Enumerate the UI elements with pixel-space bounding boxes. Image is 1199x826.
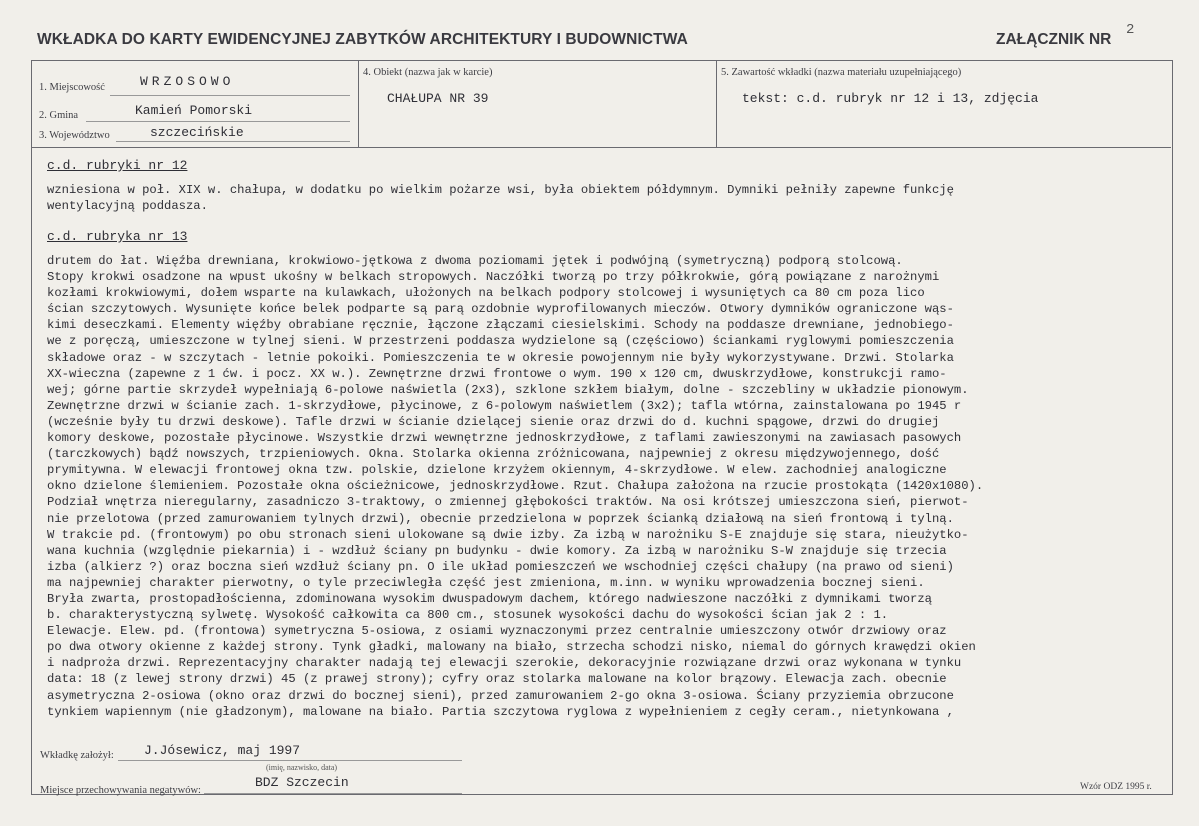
section-13-line: składowe oraz - w szczytach - letnie pokoiki. Pomieszczenia te w okresie powojennym nie były wykorzystywane. Drzwi. Stolarka [47,350,954,365]
section-13-line: ścian szczytowych. Wysunięte końce belek podparte są parą ozdobnie wyprofilowanych mieczów. Otwory dymników ograniczone wąs- [47,302,954,317]
commune-underline [86,121,350,122]
section-13-line: drutem do łat. Więźba drewniana, krokwiowo-jętkowa z dwoma poziomami jętek i podwójną (symetryczną) podporą stolcową. [47,254,903,268]
section-13-line: (wcześnie były tu drzwi deskowe). Tafle drzwi w ścianie dzielącej sienie oraz drzwi do d. kuchni spągowe, drzwi do drugiej [47,414,940,429]
prepared-value: J.Jósewicz, maj 1997 [144,743,301,758]
section-13-line: kimi deseczkami. Elementy więźby obrabiane ręcznie, łączone złączami ciesielskimi. Schody na poddasze drewniane, jednobiego- [47,318,954,333]
contents-value: tekst: c.d. rubryk nr 12 i 13, zdjęcia [742,91,1039,106]
object-value: CHAŁUPA NR 39 [387,91,489,106]
section-13-line: kozłami krokwiowymi, dołem wsparte na kulawkach, ułożonych na belkach podpory stolcowej i wysuniętych ca 80 cm poza lico [47,286,925,301]
object-label: 4. Obiekt (nazwa jak w karcie) [363,67,493,78]
divider-top-fields [32,147,1171,148]
prepared-hint: (imię, nazwisko, data) [266,763,338,772]
voivodeship-underline [116,141,350,142]
section-13-line: wej; górne partie skrzydeł wypełniają 6-polowe naświetla (2x3), szklone szkłem białym, dolne - szczebliny w układzie pionowym. [47,382,969,397]
section-13-line: nie przelotowa (przed zamurowaniem tylnych drzwi), obecnie przedzielona w poprzek ścianką działową na sień frontową i tylną. [47,511,954,526]
section-13-line: b. charakterystyczną sylwetę. Wysokość całkowita ca 800 cm., stosunek wysokości dachu do wysokości ścian jak 2 : 1. [47,608,889,623]
storage-label: Miejsce przechowywania negatywów: [40,785,201,796]
section-12-line: wentylacyjną poddasza. [47,199,208,214]
section-13-line: po dwa otwory okienne z każdej strony. Tynk gładki, malowany na biało, strzecha schodzi nisko, niemal do górnych krawędzi okien [47,640,976,655]
section-13-line: izba (alkierz ?) oraz boczna sień wzdłuż ściany pn. O ile układ pomieszczeń we wschodniej części chałupy (na prawo od sieni) [47,559,954,574]
section-13-line: i nadproża drzwi. Reprezentacyjny charakter nadają tej elewacji szerokie, dekoracyjnie rozwiązane drzwi oraz wykonana w tynku [47,656,962,671]
divider-col-2 [716,61,717,148]
section-13-line: Podział wnętrza nieregularny, zasadniczo 3-traktowy, o zmiennej głębokości traktów. Na osi krótszej umieszczona sień, pierwot- [47,495,969,510]
section-13-text [47,253,1177,720]
storage-underline [204,793,462,794]
section-13-line: Stopy krokwi osadzone na wpust ukośny w belkach stropowych. Naczółki tworzą po trzy półkrokwie, górą powiązane z narożnymi [47,270,940,285]
section-13-line: data: 18 (z lewej strony drzwi) 45 (z prawej strony); cyfry oraz stolarka malowane na kolor brązowy. Elewacja zach. obecnie [47,672,947,687]
commune-value: Kamień Pomorski [135,103,253,118]
prepared-underline [118,760,462,761]
section-13-line: Bryła zwarta, prostopadłościenna, zdominowana wysokim dwuspadowym dachem, którego nadwieszone naczółki z dymnikami tworzą [47,591,932,606]
section-13-line: W trakcie pd. (frontowym) po obu stronach sieni ulokowane są dwie izby. Za izbą w narożniku S-E znajduje się stara, nieużytko- [47,527,969,542]
place-value: WRZOSOWO [140,74,235,89]
section-13-line: we z poręczą, umieszczone w tylnej sieni. W przestrzeni poddasza wydzielone są (częściowo) ściankami ryglowymi pomieszczenia [47,334,954,349]
section-12-line: wzniesiona w poł. XIX w. chałupa, w dodatku po wielkim pożarze wsi, była obiektem półdymnym. Dymniki pełniły zapewne funkcję [47,183,954,197]
commune-label: 2. Gmina [39,110,79,121]
place-underline [110,95,350,96]
annex-label: ZAŁĄCZNIK NR [996,31,1112,48]
section-12-heading: c.d. rubryki nr 12 [47,158,188,173]
section-13-line: Zewnętrzne drzwi w ścianie zach. 1-skrzydłowe, płycinowe, z 6-polowym naświetlem (3x2); tafla wtórna, zainstalowana po 1945 r [47,398,962,413]
voivodeship-label: 3. Województwo [39,130,110,141]
section-13-heading: c.d. rubryka nr 13 [47,229,188,244]
section-13-line: Elewacje. Elew. pd. (frontowa) symetryczna 5-osiowa, z osiami wyznaczonymi przez centralnie umieszczony otwór drzwiowy oraz [47,624,947,639]
section-13-line: wana kuchnia (względnie piekarnia) i - wzdłuż ściany pn budynku - dwie komory. Za izbą w narożniku S-W znajduje się trzecia [47,543,947,558]
section-13-line: tynkiem wapiennym (nie gładzonym), malowane na biało. Partia szczytowa ryglowa z wypełnieniem z cegły ceram., nietynkowana , [47,704,954,719]
annex-number: 2 [1126,22,1135,38]
section-13-line: ma najpewniej charakter pierwotny, o tyle przeciwległa część jest zmieniona, m.inn. w wyniku wprowadzenia bocznej sieni. [47,575,925,590]
divider-col-1 [358,61,359,148]
section-13-line: prymitywna. W elewacji frontowej okna tzw. polskie, dzielone krzyżem okiennym, 4-skrzydłowe. W elew. zachodniej analogiczne [47,463,947,478]
form-title: WKŁADKA DO KARTY EWIDENCYJNEJ ZABYTKÓW ARCHITEKTURY I BUDOWNICTWA [37,31,688,48]
section-13-line: (tarczkowych) bądź nowszych, trzpieniowych. Okna. Stolarka okienna zróżnicowana, najpewniej z okresu międzywojennego, dość [47,447,940,462]
form-code: Wzór ODZ 1995 r. [1080,782,1152,792]
section-12-text [47,182,1177,214]
contents-label: 5. Zawartość wkładki (nazwa materiału uzupełniającego) [721,67,962,78]
voivodeship-value: szczecińskie [150,125,244,140]
section-13-line: komory deskowe, pozostałe płycinowe. Wszystkie drzwi wewnętrzne jednoskrzydłowe, z taflami zawieszonymi na zawiasach pasowych [47,431,962,446]
section-13-line: XX-wieczna (zapewne z 1 ćw. i pocz. XX w.). Zewnętrzne drzwi frontowe o wym. 190 x 120 cm, dwuskrzydłowe, konstrukcji ramo- [47,366,947,381]
section-13-line: asymetryczna 2-osiowa (okno oraz drzwi do bocznej sieni), przed zamurowaniem 2-go okna 3-osiowa. Ściany przyziemia obrzucone [47,688,954,703]
storage-value: BDZ Szczecin [255,775,349,790]
section-13-line: okno dzielone ślemieniem. Pozostałe okna ościeżnicowe, jednoskrzydłowe. Rzut. Chałupa założona na rzucie prostokąta (1420x1080). [47,479,984,494]
place-label: 1. Miejscowość [39,82,105,93]
prepared-label: Wkładkę założył: [40,750,114,761]
